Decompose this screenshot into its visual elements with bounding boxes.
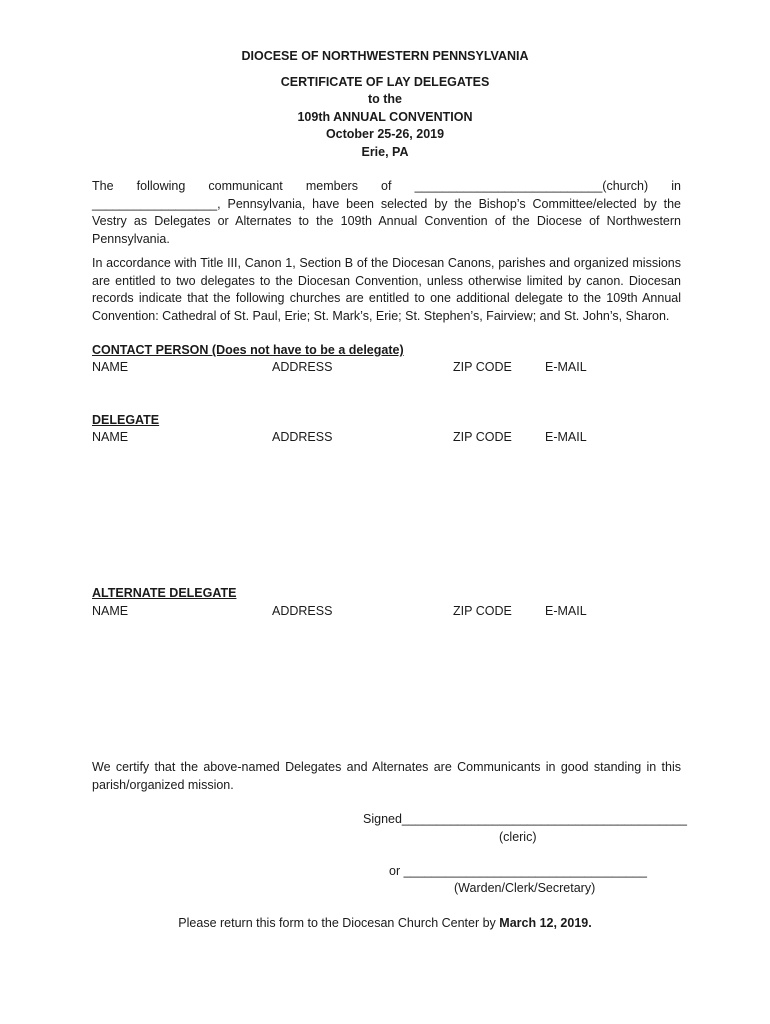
return-deadline: March 12, 2019. xyxy=(499,916,592,930)
convention-location: Erie, PA xyxy=(361,145,409,159)
delegate-name-header: NAME xyxy=(92,430,129,444)
convention-dates: October 25-26, 2019 xyxy=(325,127,445,141)
certificate-title: CERTIFICATE OF LAY DELEGATES xyxy=(280,75,490,89)
alternate-email-header: E-MAIL xyxy=(545,604,587,618)
canon-paragraph: In accordance with Title III, Canon 1, Section B of the Diocesan Canons, parishes and organized missions are entitled to two delegates to the Diocesan Convention, unless otherwise limited by canon. Diocesan records indicate that the following churches are entitled to one additional delegate to the 109th Annual Convention: Cathedral of St. Paul, Erie; St. Mark’s, Erie; St. Stephen’s, Fairview; and St. John’s, Sharon. xyxy=(92,256,681,323)
diocese-title: DIOCESE OF NORTHWESTERN PENNSYLVANIA xyxy=(241,49,529,63)
alternate-zip-header: ZIP CODE xyxy=(453,604,512,618)
warden-caption: (Warden/Clerk/Secretary) xyxy=(454,881,596,895)
signed-cleric-line[interactable]: Signed_________________________________________ xyxy=(363,812,687,826)
contact-zip-header: ZIP CODE xyxy=(453,360,512,374)
contact-name-header: NAME xyxy=(92,360,129,374)
intro-line-1: The following communicant members of ___________________________(church) in xyxy=(92,179,681,193)
alternate-delegate-heading: ALTERNATE DELEGATE xyxy=(92,586,237,600)
contact-person-heading: CONTACT PERSON (Does not have to be a delegate) xyxy=(92,343,404,357)
delegate-email-header: E-MAIL xyxy=(545,430,587,444)
return-note xyxy=(0,915,770,932)
certification-statement: We certify that the above-named Delegates and Alternates are Communicants in good standing in this parish/organized mission. xyxy=(92,760,681,792)
delegate-heading: DELEGATE xyxy=(92,413,160,427)
intro-paragraph: __________________, Pennsylvania, have been selected by the Bishop’s Committee/elected by the Vestry as Delegates or Alternates to the 109th Annual Convention of the Diocese of Northwestern Pennsylvania. xyxy=(92,196,681,246)
contact-email-header: E-MAIL xyxy=(545,360,587,374)
alternate-name-header: NAME xyxy=(92,604,129,618)
cleric-caption: (cleric) xyxy=(499,830,537,844)
convention-title: 109th ANNUAL CONVENTION xyxy=(297,110,473,124)
alternate-address-header: ADDRESS xyxy=(272,604,333,618)
return-note-text: Please return this form to the Diocesan Church Center by xyxy=(178,916,500,930)
delegate-address-header: ADDRESS xyxy=(272,430,333,444)
delegate-zip-header: ZIP CODE xyxy=(453,430,512,444)
warden-signature-line[interactable]: or ___________________________________ xyxy=(389,864,647,878)
contact-address-header: ADDRESS xyxy=(272,360,333,374)
to-the-line: to the xyxy=(367,92,403,106)
